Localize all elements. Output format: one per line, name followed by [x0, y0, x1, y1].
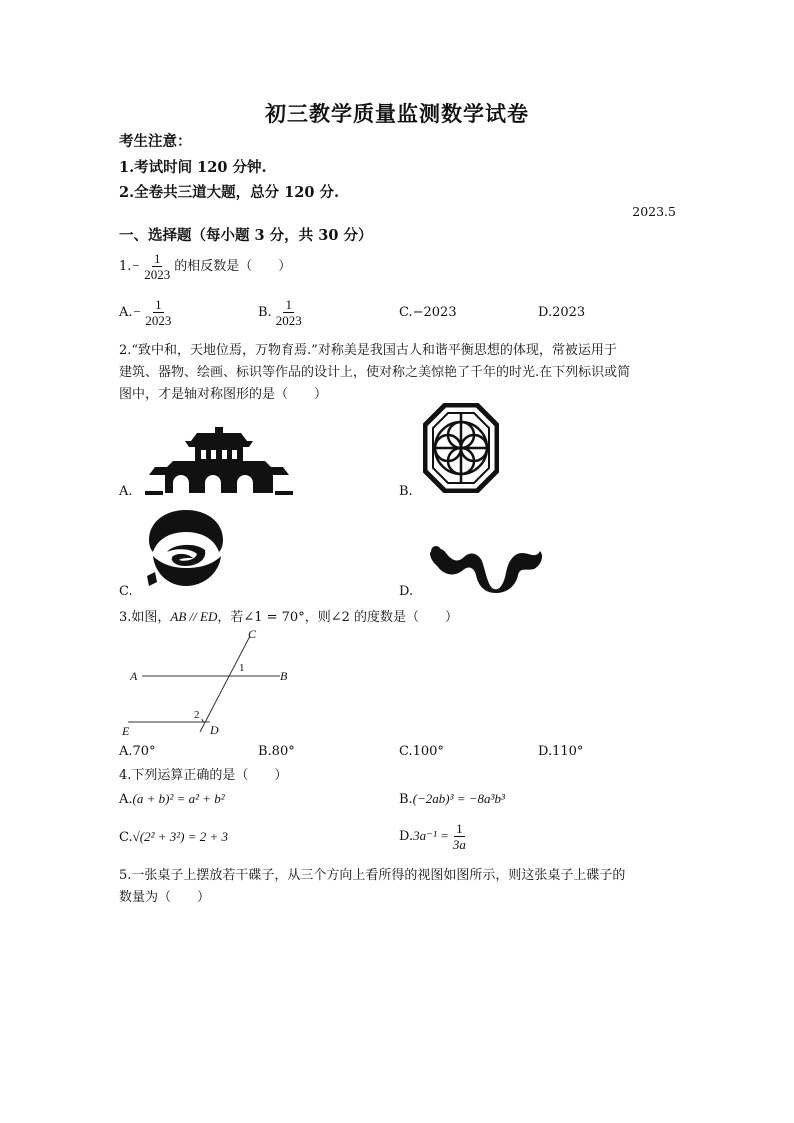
- q2-stem-line-2: 建筑、器物、绘画、标识等作品的设计上，使对称之美惊艳了千年的时光.在下列标识或简: [119, 365, 631, 380]
- q2-stem-line-1: 2.“致中和，天地位焉，万物育焉.”对称美是我国古人和谐平衡思想的体现，常被运用于: [119, 343, 617, 358]
- q1-option-b-label: B.: [258, 305, 272, 320]
- q4-option-d-fraction: [451, 821, 468, 852]
- label-point-a: A: [130, 669, 138, 683]
- section-heading-choice: 一、选择题（每小题 3 分，共 30 分）: [119, 227, 373, 244]
- q3-stem-rest: ，若∠1 = 70°，则∠2 的度数是（ ）: [217, 610, 459, 625]
- q3-parallel-expr: AB // ED: [170, 609, 218, 624]
- octagon-lattice-image: [423, 403, 499, 493]
- q4-option-b-expr: (−2ab)³ = −8a³b³: [412, 791, 505, 806]
- q1-option-a-fraction: [143, 297, 173, 328]
- q4-option-a[interactable]: [119, 791, 225, 807]
- notice-item-2: 2.全卷共三道大题，总分 120 分.: [119, 184, 340, 201]
- q3-stem-pre: 3.如图，: [119, 610, 171, 625]
- q3-option-d[interactable]: D.110°: [538, 744, 584, 759]
- q1-option-a[interactable]: [119, 297, 175, 328]
- q1-option-b[interactable]: [258, 297, 306, 328]
- q1-option-a-label: A.: [119, 305, 133, 320]
- q1-frac-den: 2023: [144, 267, 171, 282]
- q4-option-b[interactable]: [399, 791, 505, 807]
- q1-number: 1.: [119, 259, 132, 274]
- label-point-c: C: [248, 627, 257, 641]
- pavilion-logo-image: [145, 425, 293, 495]
- q4-option-d-expr: 3a⁻¹ =: [413, 828, 449, 843]
- q1-frac-num: 1: [153, 251, 161, 266]
- q4-option-a-expr: (a + b)² = a² + b²: [132, 791, 225, 806]
- q2-option-d-label[interactable]: D.: [399, 584, 414, 599]
- q1-stem: 的相反数是（ ）: [174, 259, 292, 274]
- q2-option-c-label[interactable]: C.: [119, 584, 133, 599]
- q2-option-b-label[interactable]: B.: [399, 484, 413, 499]
- q1-fraction: [142, 251, 172, 282]
- q1-option-a-den: 2023: [145, 313, 172, 328]
- q1-minus: −: [131, 258, 141, 273]
- wave-silhouette-image: [428, 543, 546, 593]
- q1-option-b-fraction: [274, 297, 304, 328]
- round-emblem-image: [143, 508, 229, 588]
- label-point-d: D: [210, 723, 219, 737]
- q2-option-a-label[interactable]: A.: [119, 484, 133, 499]
- q3-option-a[interactable]: A.70°: [119, 744, 156, 759]
- parallel-lines-figure: [118, 624, 300, 740]
- notice-heading: 考生注意：: [119, 133, 192, 150]
- q2-stem-line-3: 图中，才是轴对称图形的是（ ）: [119, 387, 328, 402]
- q1-option-b-den: 2023: [275, 313, 302, 328]
- q1-option-b-num: 1: [285, 297, 292, 312]
- q1-option-a-minus: −: [132, 304, 142, 319]
- q4-option-d-num: 1: [456, 821, 463, 836]
- label-angle-1: 1: [239, 662, 245, 674]
- q4-option-c[interactable]: [119, 829, 228, 845]
- question-4: 4.下列运算正确的是（ ）: [119, 768, 288, 783]
- q1-option-c[interactable]: C.−2023: [399, 305, 457, 320]
- label-point-e: E: [122, 724, 130, 738]
- q4-option-d[interactable]: [399, 821, 470, 852]
- q1-option-a-num: 1: [155, 297, 162, 312]
- q4-option-d-den: 3a: [452, 837, 466, 852]
- q4-option-d-label: D.: [399, 829, 414, 844]
- page-title: 初三教学质量监测数学试卷: [265, 101, 529, 126]
- q3-option-b[interactable]: B.80°: [258, 744, 295, 759]
- q5-stem-line-2: 数量为（ ）: [119, 890, 211, 905]
- q5-stem-line-1: 5.一张桌子上摆放若干碟子，从三个方向上看所得的视图如图所示，则这张桌子上碟子的: [119, 868, 626, 883]
- label-angle-2: 2: [194, 709, 200, 721]
- question-1: [119, 251, 291, 282]
- notice-item-1: 1.考试时间 120 分钟.: [119, 159, 267, 176]
- label-point-b: B: [280, 669, 288, 683]
- q4-option-c-label: C.: [119, 830, 133, 845]
- q4-option-b-label: B.: [399, 792, 413, 807]
- question-3: [119, 606, 458, 625]
- q3-option-c[interactable]: C.100°: [399, 744, 444, 759]
- q4-option-c-expr: √(2² + 3²) = 2 + 3: [132, 829, 229, 844]
- q1-option-d[interactable]: D.2023: [538, 305, 586, 320]
- exam-date: 2023.5: [632, 204, 676, 219]
- q4-option-a-label: A.: [119, 792, 133, 807]
